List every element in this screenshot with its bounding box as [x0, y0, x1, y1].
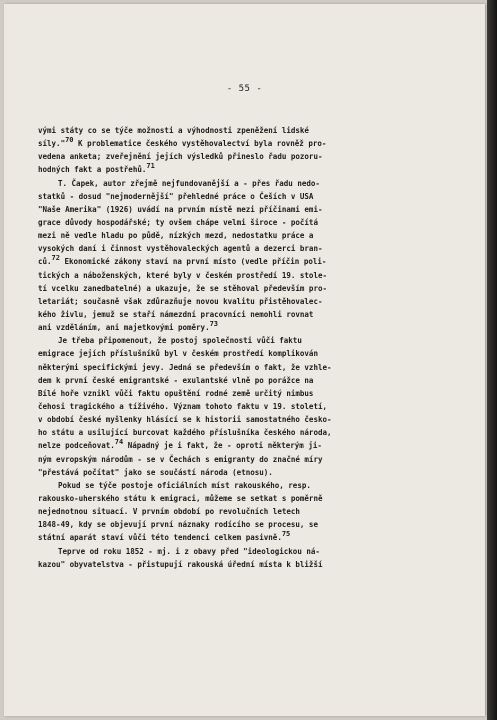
text-line	[38, 124, 456, 137]
text-line	[38, 426, 456, 439]
line-text: kého živlu, jemuž se staří námezdní pracovníci nemohli rovnat	[38, 309, 314, 319]
text-line	[38, 492, 456, 505]
footnote-marker: 74	[114, 438, 124, 447]
page-number: - 55 -	[226, 84, 263, 94]
footnote-marker: 70	[65, 136, 74, 145]
line-text: mezi ně vedle hladu po půdě, nízkých mezd, nedostatku práce a	[38, 231, 314, 241]
footnote-marker: 73	[209, 320, 219, 329]
line-text: tí vcelku zanedbatelné) a ukazuje, že se stěhoval především pro-	[38, 283, 327, 293]
text-line	[38, 361, 456, 374]
line-text: rakousko-uherského státu k emigraci, můžeme se setkat s poměrně	[38, 493, 323, 503]
paragraph	[38, 545, 456, 571]
footnote-marker: 72	[51, 254, 60, 263]
line-text: T. Čapek, autor zřejmě nejfundovanější a - přes řadu nedo-	[58, 178, 320, 188]
text-line	[38, 518, 456, 531]
line-text: tických a náboženských, které byly v českém prostředí 19. stole-	[38, 270, 327, 280]
line-text: čehosi tragického a tíživého. Význam tohoto faktu v 19. století,	[38, 401, 327, 411]
text-line	[38, 242, 456, 255]
line-text: Je třeba připomenout, že postoj společnosti vůči faktu	[58, 336, 302, 346]
line-text: vysokých daní i činnost vystěhovaleckých agentů a dezerci bran-	[38, 244, 323, 254]
text-line	[38, 321, 456, 334]
text-line	[38, 269, 456, 282]
line-text: ho státu a usilující burcovat každého příslušníka českého národa,	[38, 428, 332, 438]
line-text: statků - dosud "nejmodernější" přehledné práce o Češích v USA	[38, 191, 314, 201]
document-page	[4, 4, 485, 716]
text-line	[38, 545, 456, 558]
text-line	[38, 177, 456, 190]
line-text: Pokud se týče postoje oficiálních míst rakouského, resp.	[58, 480, 311, 490]
text-line	[38, 505, 456, 518]
text-line	[38, 558, 456, 571]
line-text: ným evropským národům - se v Čechách s emigranty do značné míry	[38, 454, 323, 464]
text-line	[38, 190, 456, 203]
line-text: nelze podceňovat.	[38, 441, 115, 451]
text-line	[38, 374, 456, 387]
text-line	[38, 216, 456, 229]
text-line	[38, 466, 456, 479]
line-text: státní aparát staví vůči této tendenci celkem pasivně.	[38, 533, 282, 543]
scan-edge-shadow	[487, 0, 497, 720]
text-line	[38, 400, 456, 413]
text-line	[38, 453, 456, 466]
text-line	[38, 255, 456, 268]
line-text: nejednotnou situací. V prvním období po revolučních letech	[38, 507, 300, 517]
text-line	[38, 229, 456, 242]
line-text: emigrace jejích příslušníků byl v českém prostředí komplikován	[38, 349, 318, 359]
line-text: Teprve od roku 1852 - mj. i z obavy před "ideologickou ná-	[58, 546, 320, 556]
line-text: "Naše Amerika" (1926) uvádí na prvním místě mezi příčinami emi-	[38, 204, 323, 214]
text-line	[38, 439, 456, 452]
line-text: 1848-49, kdy se objevují první náznaky rodícího se procesu, se	[38, 520, 318, 530]
paragraph	[38, 479, 456, 545]
line-text: v období české myšlenky hlásící se k historii samostatného česko-	[38, 415, 332, 425]
line-text: ců.	[38, 257, 52, 267]
line-text: síly."	[38, 139, 66, 149]
paragraph	[38, 124, 456, 177]
line-text: "přestává počítat" jako se součástí národa (etnosu).	[38, 467, 273, 477]
text-line	[38, 387, 456, 400]
line-text: grace důvody hospodářské; ty ovšem chápe velmi široce - počítá	[38, 217, 318, 227]
footnote-marker: 75	[281, 530, 291, 539]
line-text: dem k první české emigrantské - exulantské vlně po porážce na	[38, 375, 314, 385]
line-text: vými státy co se týče možnosti a výhodnosti zpeněžení lidské	[38, 126, 309, 135]
text-line	[38, 334, 456, 347]
text-line	[38, 413, 456, 426]
line-text: hodných fakt a postřehů.	[38, 165, 147, 175]
body-text	[38, 124, 456, 571]
text-line	[38, 163, 456, 176]
text-line	[38, 295, 456, 308]
text-line	[38, 531, 456, 544]
text-line	[38, 137, 456, 150]
line-text-continued: Ekonomické zákony staví na první místo (vedle příčin poli-	[59, 257, 327, 267]
paragraph	[38, 177, 456, 335]
line-text: Bílé hoře vznikl vůči faktu opuštění rodné země určitý nimbus	[38, 388, 314, 398]
text-line	[38, 347, 456, 360]
line-text-continued: Nápadný je i fakt, že - oproti některým ji-	[123, 441, 322, 451]
footnote-marker: 71	[146, 162, 155, 171]
line-text-continued: K problematice českého vystěhovalectví byla rovněž pro-	[73, 139, 327, 149]
text-line	[38, 203, 456, 216]
line-text: vedena anketa; zveřejnění jejích výsledků přineslo řadu pozoru-	[38, 152, 323, 162]
line-text: některými specifickými jevy. Jedná se především o fakt, že vzhle-	[38, 362, 332, 372]
text-line	[38, 150, 456, 163]
text-line	[38, 282, 456, 295]
line-text: ani vzděláním, ani majetkovými poměry.	[38, 323, 210, 333]
line-text: letariát; současně však zdůrazňuje novou kvalitu přistěhovalec-	[38, 296, 323, 306]
text-line	[38, 479, 456, 492]
paragraph	[38, 334, 456, 479]
line-text: kazou" obyvatelstva - přistupují rakouská úřední místa k bližší	[38, 559, 323, 569]
text-line	[38, 308, 456, 321]
